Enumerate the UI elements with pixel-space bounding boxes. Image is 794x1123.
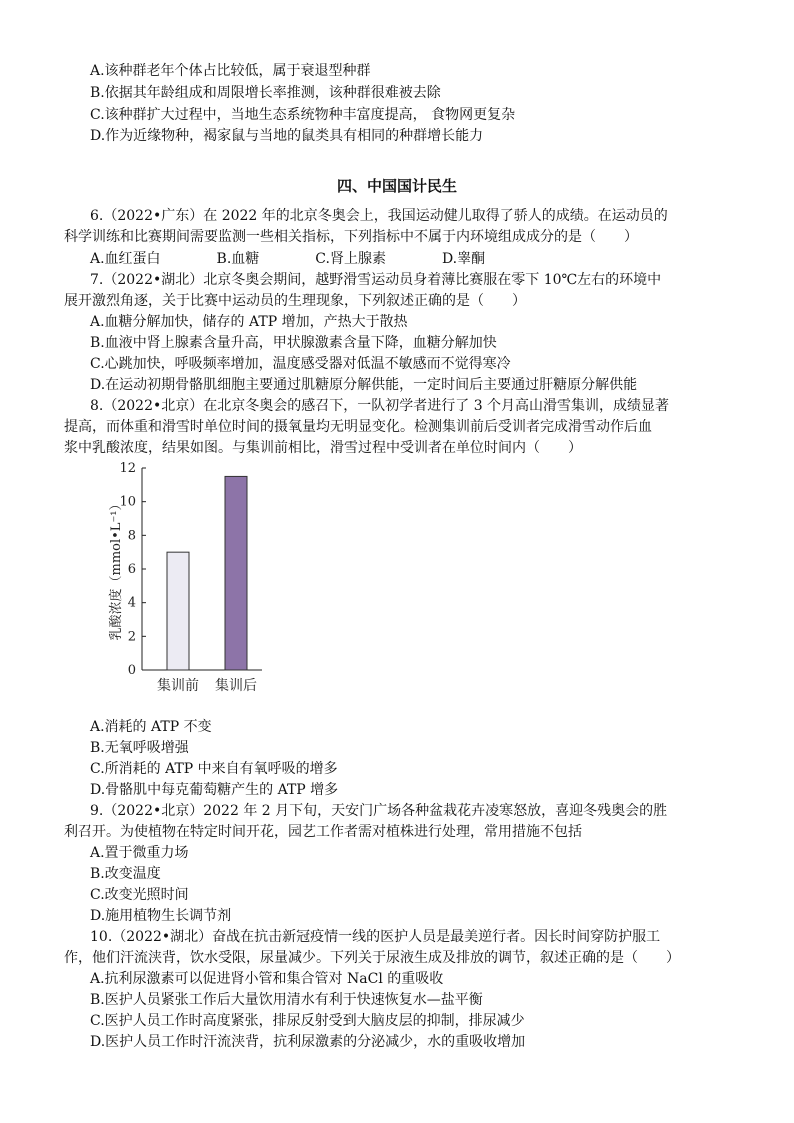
q10-stem-line-2: 作，他们汗流浃背，饮水受限，尿量减少。下列关于尿液生成及排放的调节，叙述正确的是（ ）: [64, 950, 680, 966]
y-tick-label: 6: [127, 562, 136, 577]
category-label: 集训前: [157, 678, 199, 694]
q10-stem-line-1: 10.（2022•湖北）奋战在抗击新冠疫情一线的医护人员是最美逆行者。因长时间穿防护服工: [90, 929, 661, 945]
q10-option-a: A.抗利尿激素可以促进肾小管和集合管对 NaCl 的重吸收: [90, 971, 444, 987]
section-title: 四、中国国计民生: [336, 177, 457, 195]
q6-options: A.血红蛋白 B.血糖 C.肾上腺素 D.睾酮: [90, 251, 486, 267]
y-tick-label: 4: [127, 595, 136, 611]
q7-stem-line-2: 展开激烈角逐，关于比赛中运动员的生理现象，下列叙述正确的是（ ）: [64, 293, 526, 309]
q9-option-c: C.改变光照时间: [90, 887, 189, 903]
q8-option-d: D.骨骼肌中每克葡萄糖产生的 ATP 增多: [90, 782, 339, 798]
y-tick-label: 8: [127, 528, 136, 544]
q8-option-c: C.所消耗的 ATP 中来自有氧呼吸的增多: [90, 761, 338, 777]
category-label: 集训后: [215, 678, 257, 694]
q9-option-b: B.改变温度: [90, 866, 161, 882]
q8-stem-line-1: 8.（2022•北京）在北京冬奥会的感召下，一队初学者进行了 3 个月高山滑雪集训，成绩显著: [90, 398, 670, 414]
q8-option-b: B.无氧呼吸增强: [90, 740, 189, 756]
q8-option-a: A.消耗的 ATP 不变: [90, 719, 212, 735]
y-tick-label: 10: [119, 494, 136, 510]
q9-option-d: D.施用植物生长调节剂: [90, 908, 232, 924]
q6-stem-line-1: 6.（2022•广东）在 2022 年的北京冬奥会上，我国运动健儿取得了骄人的成绩。在运动员的: [90, 208, 668, 224]
bar-2: [225, 476, 247, 670]
q9-option-a: A.置于微重力场: [90, 845, 189, 861]
q6-stem-line-2: 科学训练和比赛期间需要监测一些相关指标，下列指标中不属于内环境组成成分的是（ ）: [64, 229, 638, 245]
y-tick-label: 0: [127, 663, 136, 678]
q7-stem-line-1: 7.（2022•湖北）北京冬奥会期间，越野滑雪运动员身着薄比赛服在零下 10℃左右的环境中: [90, 272, 662, 288]
prev-option-c: C.该种群扩大过程中，当地生态系统物种丰富度提高， 食物网更复杂: [90, 107, 516, 123]
y-tick-label: 12: [119, 461, 136, 476]
q7-option-b: B.血液中肾上腺素含量升高，甲状腺激素含量下降，血糖分解加快: [90, 335, 497, 351]
y-axis-label: 乳酸浓度（mmol•L⁻¹）: [109, 497, 124, 641]
bar-1: [167, 552, 189, 670]
q7-option-d: D.在运动初期骨骼肌细胞主要通过肌糖原分解供能，一定时间后主要通过肝糖原分解供能: [90, 377, 638, 393]
q7-option-a: A.血糖分解加快，储存的 ATP 增加，产热大于散热: [90, 314, 408, 330]
prev-option-a: A.该种群老年个体占比较低，属于衰退型种群: [90, 63, 371, 79]
y-tick-label: 2: [127, 629, 136, 645]
lactate-bar-chart: [100, 458, 280, 698]
prev-option-b: B.依据其年龄组成和周限增长率推测，该种群很难被去除: [90, 85, 441, 101]
q8-stem-line-3: 浆中乳酸浓度，结果如图。与集训前相比，滑雪过程中受训者在单位时间内（ ）: [64, 440, 582, 456]
q10-option-b: B.医护人员紧张工作后大量饮用清水有利于快速恢复水—盐平衡: [90, 992, 483, 1008]
q10-option-d: D.医护人员工作时汗流浃背，抗利尿激素的分泌减少，水的重吸收增加: [90, 1034, 526, 1050]
q10-option-c: C.医护人员工作时高度紧张，排尿反射受到大脑皮层的抑制，排尿减少: [90, 1013, 525, 1029]
q9-stem-line-1: 9.（2022•北京）2022 年 2 月下旬，天安门广场各种盆栽花卉凌寒怒放，喜迎冬残奥会的胜: [90, 803, 668, 819]
prev-option-d: D.作为近缘物种，褐家鼠与当地的鼠类具有相同的种群增长能力: [90, 128, 484, 144]
q9-stem-line-2: 利召开。为使植物在特定时间开花，园艺工作者需对植株进行处理，常用措施不包括: [64, 824, 582, 840]
q7-option-c: C.心跳加快，呼吸频率增加，温度感受器对低温不敏感而不觉得寒冷: [90, 356, 511, 372]
q8-stem-line-2: 提高，而体重和滑雪时单位时间的摄氧量均无明显变化。检测集训前后受训者完成滑雪动作后血: [64, 419, 652, 435]
